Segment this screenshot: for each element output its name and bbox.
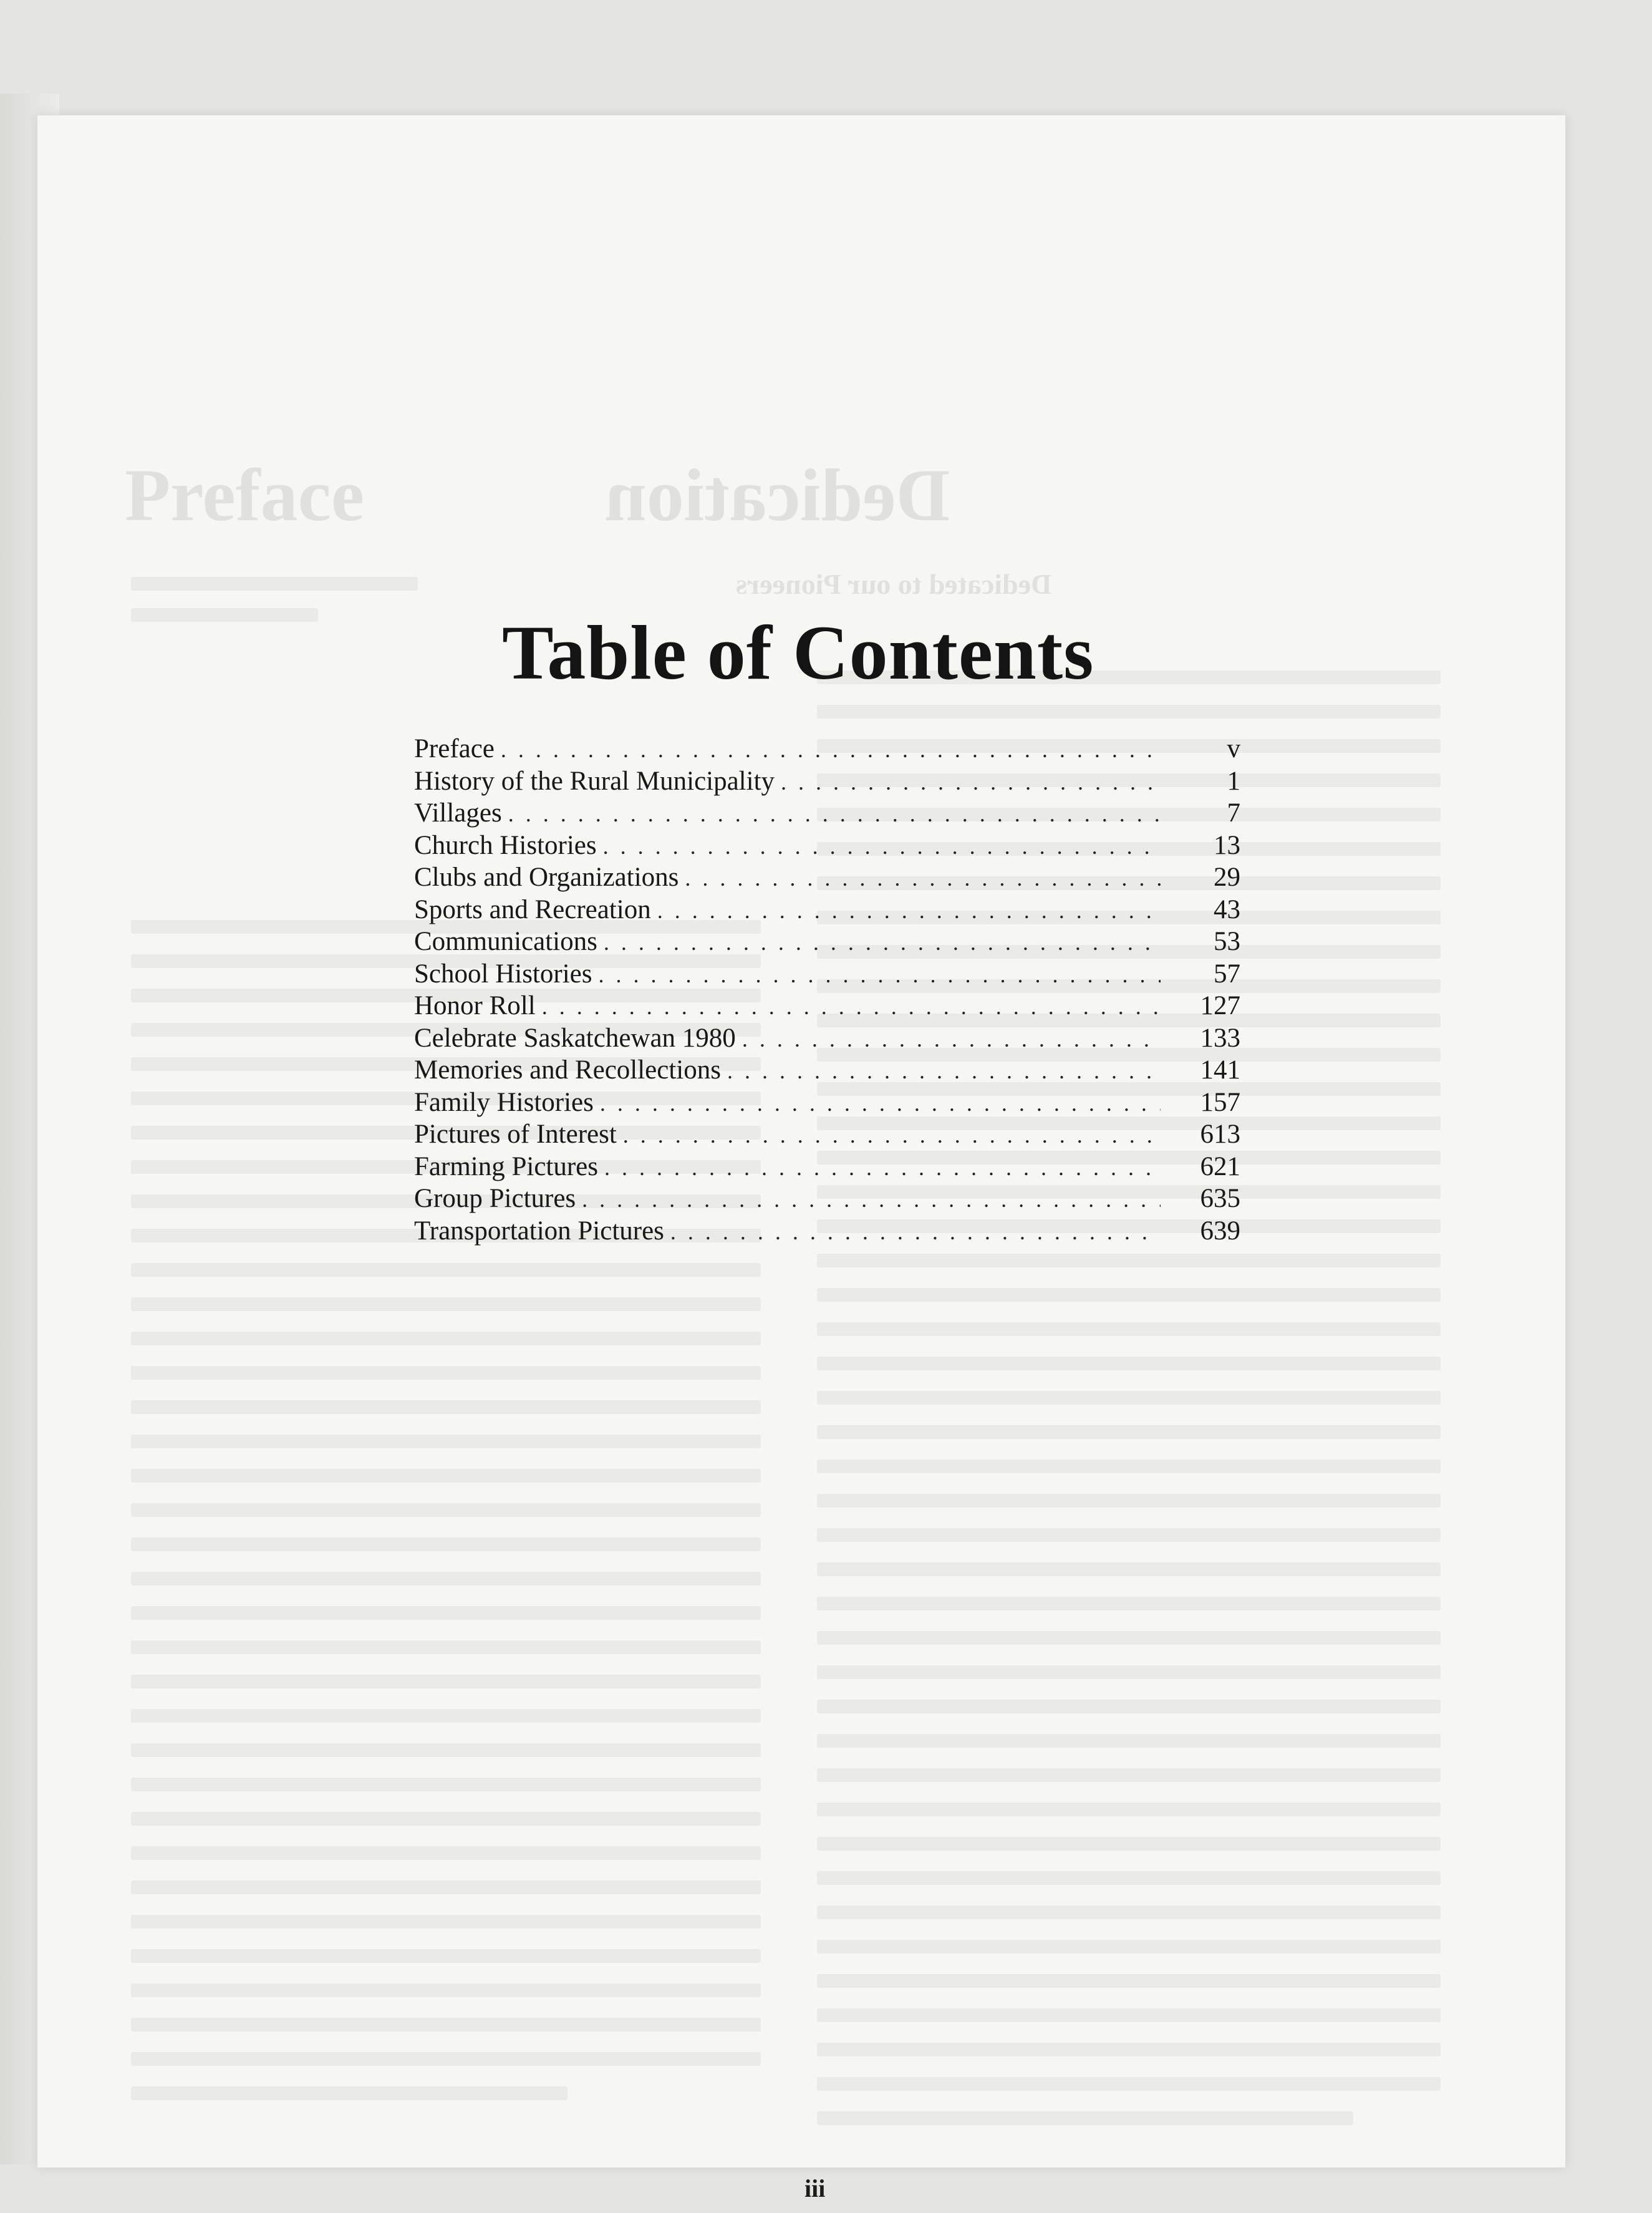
toc-entry-label: Communications [414,927,597,956]
toc-entry[interactable] [414,861,1240,894]
toc-entry-label: Transportation Pictures [414,1216,664,1246]
book-page [37,115,1565,2202]
dot-leader [501,734,1161,767]
toc-entry-label: Pictures of Interest [414,1120,617,1149]
toc-entry-page-number: v [1227,734,1240,763]
page-title: Table of Contents [502,610,1094,695]
dot-leader [781,767,1161,799]
dot-leader [508,798,1161,831]
page-number: iii [804,2174,826,2202]
dot-leader [598,959,1161,992]
toc-entry[interactable] [414,733,1240,765]
toc-entry-label: Group Pictures [414,1184,576,1213]
toc-entry-page-number: 635 [1200,1184,1240,1213]
toc-entry[interactable] [414,1087,1240,1119]
toc-entry[interactable] [414,958,1240,990]
toc-entry-page-number: 157 [1200,1087,1240,1117]
toc-entry[interactable] [414,894,1240,926]
toc-entry-label: Memories and Recollections [414,1055,721,1085]
toc-entry[interactable] [414,797,1240,830]
toc-entry-page-number: 7 [1227,798,1240,828]
toc-entry-label: Celebrate Saskatchewan 1980 [414,1023,736,1053]
toc-entry-page-number: 1 [1227,766,1240,796]
toc-entry-label: History of the Rural Municipality [414,766,775,796]
dot-leader [685,863,1161,895]
toc-entry[interactable] [414,1215,1240,1247]
dot-leader [582,1184,1161,1216]
toc-entry-page-number: 43 [1214,894,1240,924]
bleed-through-heading-left: Preface [125,453,365,536]
toc-entry[interactable] [414,1054,1240,1087]
toc-entry-page-number: 57 [1214,959,1240,989]
toc-entry-page-number: 29 [1214,863,1240,892]
dot-leader [657,895,1161,927]
dot-leader [603,831,1161,863]
toc-entry[interactable] [414,765,1240,798]
toc-entry-label: Farming Pictures [414,1151,598,1181]
dot-leader [742,1024,1161,1056]
toc-entry-label: Villages [414,798,502,828]
toc-entry[interactable] [414,926,1240,958]
toc-entry[interactable] [414,1151,1240,1183]
toc-entry[interactable] [414,1022,1240,1055]
toc-entry-page-number: 613 [1200,1120,1240,1149]
toc-entry-label: Preface [414,734,495,763]
toc-entry-page-number: 621 [1200,1151,1240,1181]
toc-entry-label: Church Histories [414,830,597,860]
dot-leader [600,1088,1161,1120]
toc-entry-label: Clubs and Organizations [414,863,679,892]
toc-entry-page-number: 127 [1200,991,1240,1020]
toc-entry-label: Honor Roll [414,991,536,1020]
toc-entry-page-number: 639 [1200,1216,1240,1246]
dot-leader [542,991,1161,1024]
toc-entry[interactable] [414,990,1240,1022]
bleed-through-heading-right: Dedication [605,453,950,536]
table-of-contents [414,733,1240,1247]
dot-leader [623,1120,1161,1152]
toc-entry-page-number: 53 [1214,927,1240,956]
toc-entry-label: Sports and Recreation [414,894,651,924]
bleed-through-subheading: Dedicated to our Pioneers [736,568,1052,600]
toc-entry-label: Family Histories [414,1087,594,1117]
toc-entry[interactable] [414,1118,1240,1151]
toc-entry-label: School Histories [414,959,592,989]
toc-entry[interactable] [414,1183,1240,1215]
dot-leader [670,1216,1161,1249]
toc-entry-page-number: 141 [1200,1055,1240,1085]
toc-entry[interactable] [414,830,1240,862]
toc-entry-page-number: 133 [1200,1023,1240,1053]
dot-leader [604,927,1161,959]
dot-leader [727,1055,1161,1088]
dot-leader [604,1152,1161,1184]
toc-entry-page-number: 13 [1214,830,1240,860]
